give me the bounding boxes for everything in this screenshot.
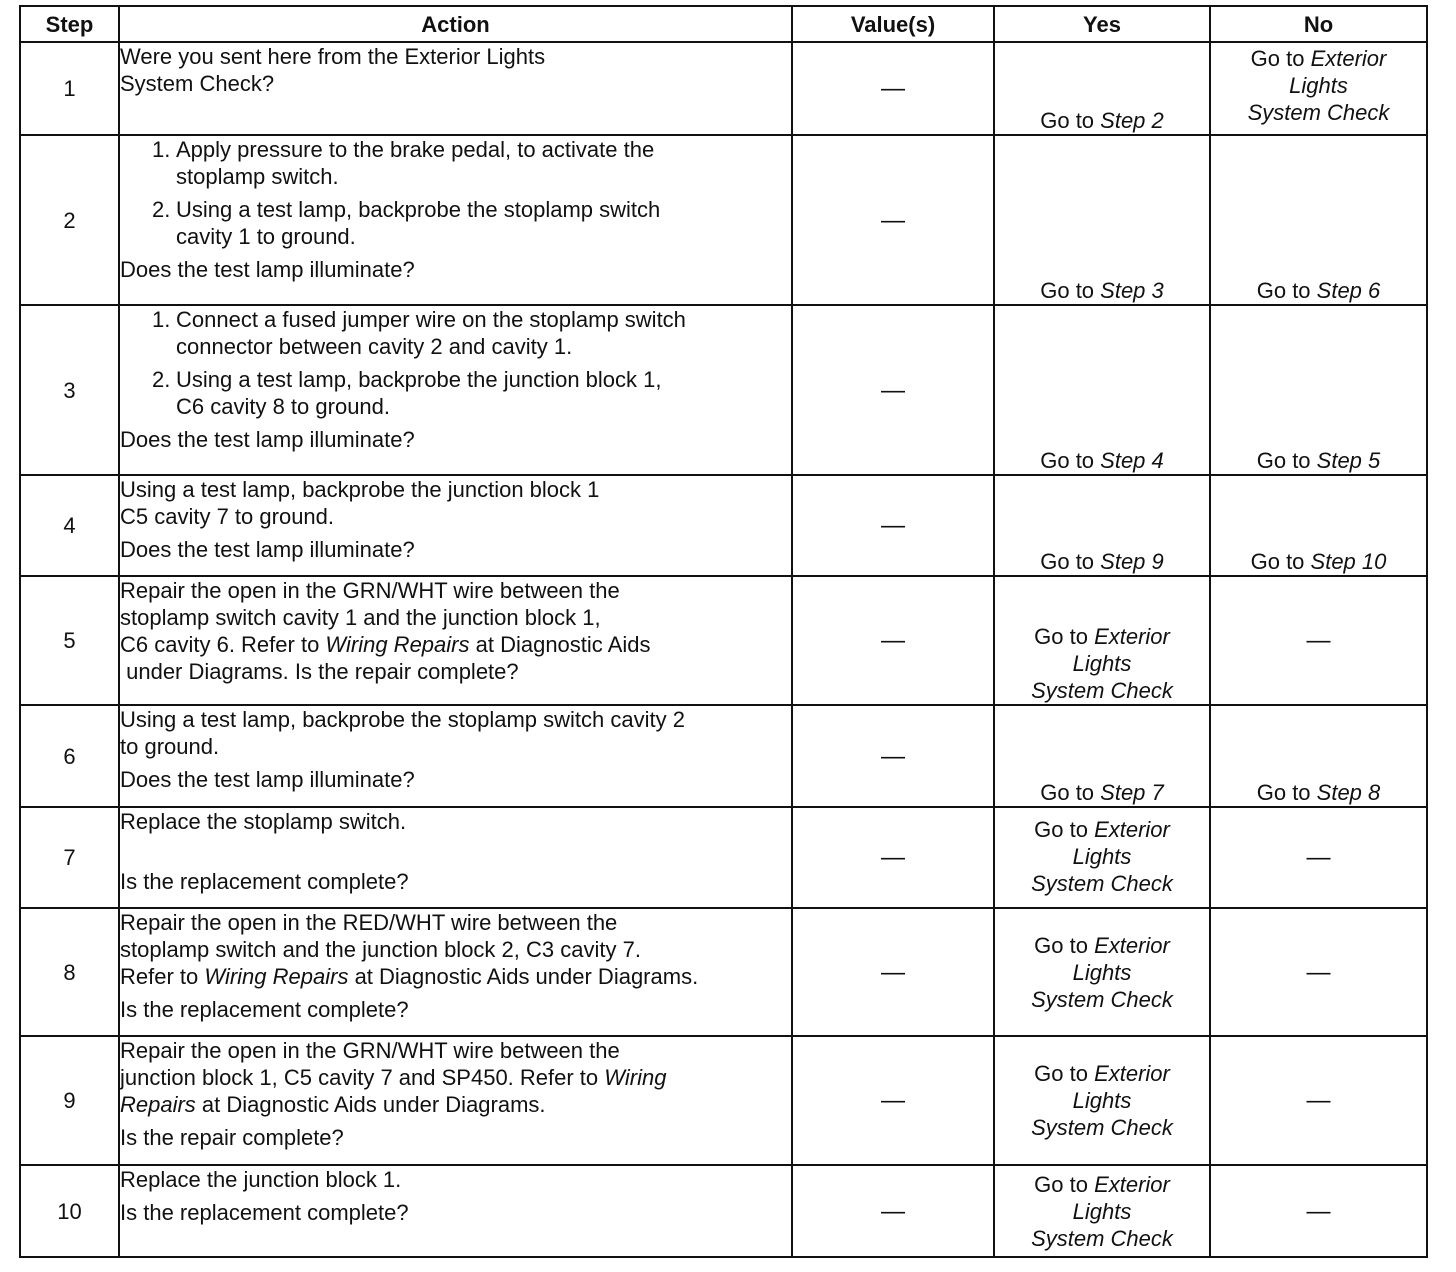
action-line (120, 1064, 791, 1091)
yes-ref: System Check (1031, 678, 1173, 703)
value-cell: — (792, 475, 994, 576)
action-text: at Diagnostic Aids under Diagrams. (195, 1092, 546, 1117)
action-line: stoplamp switch cavity 1 and the junction block 1, (120, 605, 601, 630)
action-text: at Diagnostic Aids (469, 632, 651, 657)
action-cell (119, 135, 792, 305)
substep (152, 366, 791, 420)
value-cell: — (792, 1165, 994, 1257)
no-cell: — (1210, 1036, 1427, 1165)
action-cell (119, 705, 792, 807)
substep-list (120, 306, 791, 420)
action-text: at Diagnostic Aids under Diagrams. (348, 964, 699, 989)
no-ref: Step 5 (1316, 448, 1381, 473)
action-line: Repair the open in the GRN/WHT wire between the (120, 578, 620, 603)
yes-prefix: Go to (1040, 549, 1101, 574)
substep-line: C6 cavity 8 to ground. (176, 394, 391, 419)
yes-cell (994, 305, 1210, 475)
action-question: Is the replacement complete? (120, 869, 409, 894)
yes-cell (994, 576, 1210, 705)
action-question: Is the replacement complete? (120, 1200, 409, 1225)
yes-cell (994, 1036, 1210, 1165)
action-question: Is the replacement complete? (120, 997, 409, 1022)
substep-line: Apply pressure to the brake pedal, to activate the (176, 137, 655, 162)
header-action: Action (119, 6, 792, 42)
value-cell: — (792, 135, 994, 305)
yes-ref: System Check (1031, 986, 1173, 1012)
step-number: 10 (20, 1165, 119, 1257)
no-cell (1210, 705, 1427, 807)
value-cell: — (792, 305, 994, 475)
no-prefix: Go to (1256, 448, 1317, 473)
no-cell: — (1210, 576, 1427, 705)
value-cell: — (792, 576, 994, 705)
yes-ref: System Check (1031, 871, 1173, 896)
yes-ref: Lights (1072, 1198, 1132, 1224)
action-cell (119, 42, 792, 135)
action-line: Repair the open in the GRN/WHT wire between the (120, 1038, 620, 1063)
yes-ref: Exterior (1094, 1061, 1170, 1086)
step-number: 9 (20, 1036, 119, 1165)
no-cell: — (1210, 1165, 1427, 1257)
action-cell (119, 475, 792, 576)
no-prefix: Go to (1256, 780, 1317, 805)
yes-cell (994, 42, 1210, 135)
yes-ref: Step 3 (1100, 278, 1164, 303)
no-cell (1210, 305, 1427, 475)
table-row (20, 305, 1427, 475)
step-number: 3 (20, 305, 119, 475)
yes-ref: Step 4 (1100, 448, 1164, 473)
action-line: Using a test lamp, backprobe the junction block 1 (120, 477, 600, 502)
value-cell: — (792, 42, 994, 135)
action-text: C6 cavity 6. Refer to (120, 632, 326, 657)
action-cell (119, 1036, 792, 1165)
step-number: 1 (20, 42, 119, 135)
action-line (120, 631, 791, 658)
action-line: Using a test lamp, backprobe the stoplamp switch cavity 2 (120, 707, 685, 732)
yes-ref: Exterior (1094, 932, 1170, 958)
diagnostic-table (19, 5, 1428, 1258)
header-row (20, 6, 1427, 42)
action-question: Does the test lamp illuminate? (120, 427, 415, 452)
action-line: Repair the open in the RED/WHT wire between the (120, 910, 618, 935)
action-question: Does the test lamp illuminate? (120, 767, 415, 792)
substep-number: 1. (152, 307, 171, 332)
yes-prefix: Go to (1040, 108, 1101, 133)
substep-line: stoplamp switch. (176, 164, 339, 189)
action-line: Replace the junction block 1. (120, 1167, 402, 1192)
no-ref: Lights (1289, 73, 1348, 98)
substep (152, 136, 791, 190)
yes-cell (994, 475, 1210, 576)
substep-number: 2. (152, 197, 171, 222)
value-cell: — (792, 705, 994, 807)
no-cell (1210, 42, 1427, 135)
action-line: under Diagrams. Is the repair complete? (120, 659, 519, 684)
yes-prefix: Go to (1034, 817, 1095, 842)
action-cell (119, 1165, 792, 1257)
substep-line: cavity 1 to ground. (176, 224, 356, 249)
substep-line: Using a test lamp, backprobe the junction block 1, (176, 367, 662, 392)
yes-ref: Step 2 (1100, 108, 1164, 133)
action-cell (119, 908, 792, 1036)
value-cell: — (792, 908, 994, 1036)
no-cell (1210, 475, 1427, 576)
table-row (20, 908, 1427, 1036)
yes-prefix: Go to (1040, 278, 1101, 303)
step-number: 8 (20, 908, 119, 1036)
header-no: No (1210, 6, 1427, 42)
action-question: Does the test lamp illuminate? (120, 537, 415, 562)
yes-ref: Exterior (1094, 1171, 1170, 1197)
wiring-repairs-ref: Wiring Repairs (325, 632, 470, 657)
action-line: C5 cavity 7 to ground. (120, 504, 335, 529)
table-row (20, 1036, 1427, 1165)
no-ref: System Check (1247, 100, 1390, 125)
action-question: Does the test lamp illuminate? (120, 257, 415, 282)
yes-prefix: Go to (1034, 1171, 1095, 1197)
substep-line: Using a test lamp, backprobe the stoplamp switch (176, 197, 661, 222)
step-number: 7 (20, 807, 119, 908)
yes-ref: Step 9 (1100, 549, 1164, 574)
yes-cell (994, 807, 1210, 908)
yes-cell (994, 705, 1210, 807)
action-line: stoplamp switch and the junction block 2, C3 cavity 7. (120, 937, 641, 962)
yes-ref: System Check (1031, 1115, 1173, 1140)
action-line: Were you sent here from the Exterior Lights (120, 44, 546, 69)
wiring-repairs-ref: Wiring Repairs (204, 964, 349, 989)
table-row (20, 475, 1427, 576)
no-cell (1210, 135, 1427, 305)
action-cell (119, 576, 792, 705)
yes-cell (994, 1165, 1210, 1257)
table-row (20, 807, 1427, 908)
wiring-repairs-ref: Repairs (120, 1092, 196, 1117)
action-line: Replace the stoplamp switch. (120, 809, 407, 834)
action-line: to ground. (120, 734, 220, 759)
step-number: 6 (20, 705, 119, 807)
action-text: junction block 1, C5 cavity 7 and SP450. Refer to (120, 1065, 605, 1090)
no-cell: — (1210, 807, 1427, 908)
table-row (20, 135, 1427, 305)
yes-ref: Lights (1072, 959, 1132, 985)
yes-prefix: Go to (1034, 624, 1095, 649)
step-number: 5 (20, 576, 119, 705)
substep-number: 1. (152, 137, 171, 162)
wiring-repairs-ref: Wiring (604, 1065, 667, 1090)
substep-line: Connect a fused jumper wire on the stoplamp switch (176, 307, 686, 332)
value-cell: — (792, 1036, 994, 1165)
yes-prefix: Go to (1034, 932, 1095, 958)
substep (152, 306, 791, 360)
action-line (120, 963, 791, 990)
yes-ref: Lights (1072, 651, 1132, 676)
header-values: Value(s) (792, 6, 994, 42)
table-row (20, 42, 1427, 135)
no-prefix: Go to (1250, 549, 1311, 574)
action-question: Is the repair complete? (120, 1125, 344, 1150)
yes-ref: Lights (1072, 844, 1132, 869)
action-cell (119, 807, 792, 908)
no-prefix: Go to (1250, 46, 1311, 71)
yes-ref: Step 7 (1100, 780, 1164, 805)
value-cell: — (792, 807, 994, 908)
table-row (20, 576, 1427, 705)
substep-line: connector between cavity 2 and cavity 1. (176, 334, 573, 359)
yes-ref: Exterior (1094, 817, 1170, 842)
yes-prefix: Go to (1040, 780, 1101, 805)
action-text: Refer to (120, 964, 205, 989)
no-ref: Step 8 (1316, 780, 1381, 805)
action-line (120, 1091, 791, 1118)
no-ref: Step 6 (1316, 278, 1381, 303)
substep (152, 196, 791, 250)
header-step: Step (20, 6, 119, 42)
yes-prefix: Go to (1034, 1061, 1095, 1086)
no-cell: — (1210, 908, 1427, 1036)
step-number: 2 (20, 135, 119, 305)
step-number: 4 (20, 475, 119, 576)
yes-ref: Lights (1072, 1088, 1132, 1113)
yes-cell (994, 135, 1210, 305)
yes-ref: System Check (1031, 1225, 1173, 1251)
substep-number: 2. (152, 367, 171, 392)
header-yes: Yes (994, 6, 1210, 42)
yes-cell (994, 908, 1210, 1036)
no-ref: Step 10 (1310, 549, 1387, 574)
action-line: System Check? (120, 71, 275, 96)
yes-ref: Exterior (1094, 624, 1170, 649)
action-cell (119, 305, 792, 475)
substep-list (120, 136, 791, 250)
table-row (20, 1165, 1427, 1257)
yes-prefix: Go to (1040, 448, 1101, 473)
no-prefix: Go to (1256, 278, 1317, 303)
no-ref: Exterior (1310, 46, 1387, 71)
spacer (120, 835, 791, 862)
table-row (20, 705, 1427, 807)
